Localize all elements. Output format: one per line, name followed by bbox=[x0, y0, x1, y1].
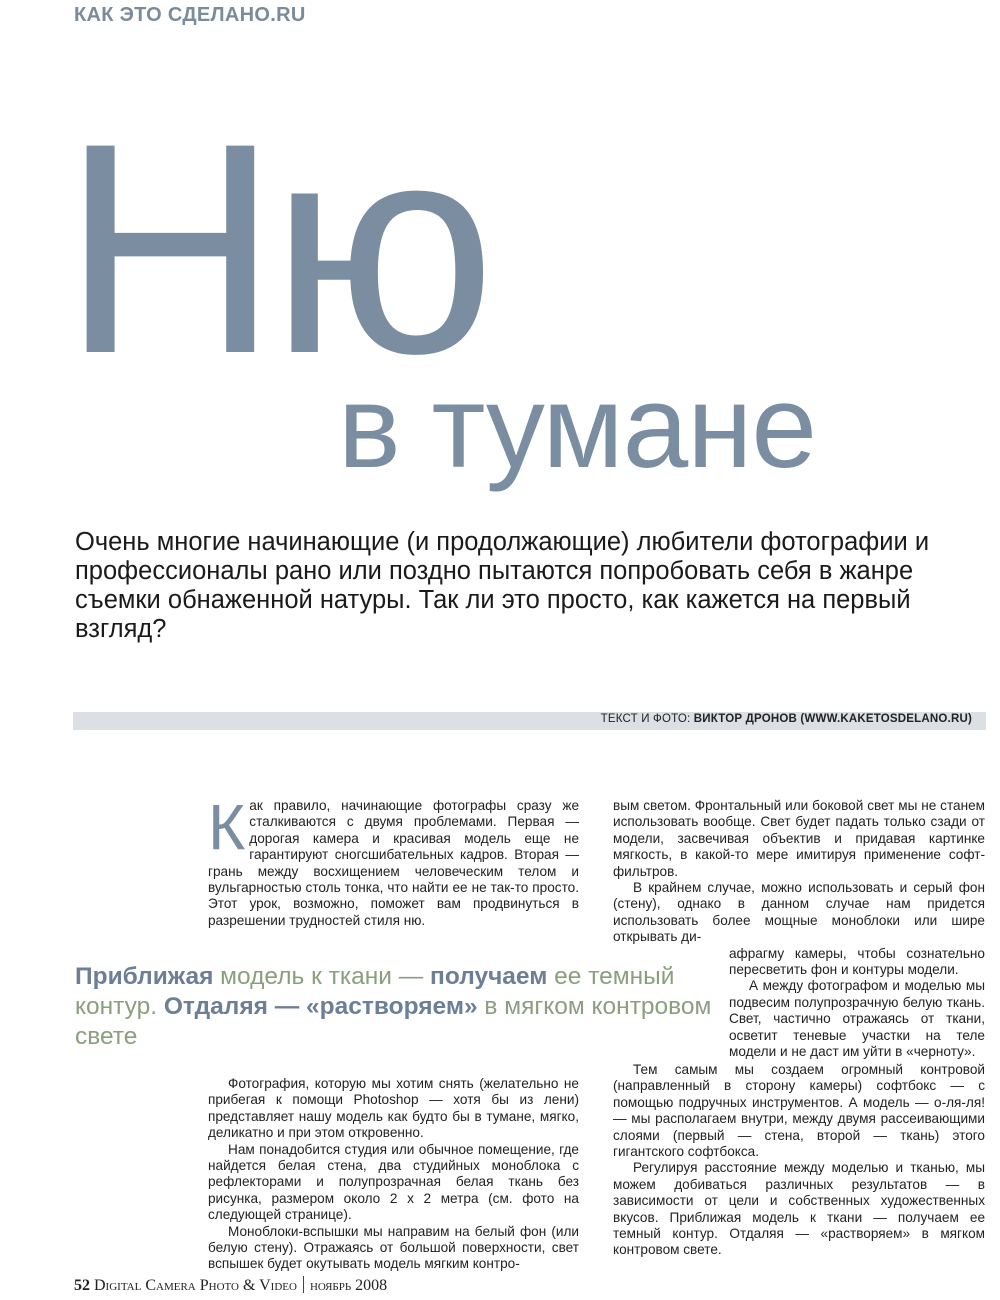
article-title-line2: в тумане bbox=[338, 361, 817, 493]
body-paragraph: афрагму камеры, чтобы сознательно пересветить фон и контуры модели. bbox=[729, 945, 985, 978]
body-column-right-bottom bbox=[613, 1062, 985, 1259]
body-paragraph: Регулируя расстояние между моделью и тканью, мы можем добиваться различных результатов — в зависимости от цели и собственных художественных вкусов. Приближая модель к ткани — получаем ее темный контур. Отдаляя — «растворяем» в мягком контровом свете. bbox=[613, 1160, 985, 1258]
body-paragraph: Нам понадобится студия или обычное помещение, где найдется белая стена, два студийных моноблока с рефлекторами и полупрозрачная белая ткань без рисунка, размером около 2 х 2 метра (см. фото на следующей странице). bbox=[208, 1141, 579, 1223]
page-number: 52 bbox=[74, 1277, 90, 1294]
body-column-right-top bbox=[613, 798, 985, 1061]
body-column-left bbox=[208, 1076, 579, 1273]
pullquote-part-2: модель к ткани — bbox=[213, 963, 431, 990]
indented-text-block bbox=[729, 946, 985, 1061]
credit-author: ВИКТОР ДРОНОВ (WWW.KAKETOSDELANO.RU) bbox=[693, 713, 972, 725]
dropcap: К bbox=[208, 791, 246, 863]
pullquote-part-4: ее темный контур. bbox=[75, 963, 675, 1020]
body-paragraph: вым светом. Фронтальный или боковой свет мы не станем использовать вообще. Свет будет падать только сзади от модели, засвечивая объектив и придавая картинке мягкость, в какой-то мере имитируя применение софт-фильтров. bbox=[613, 798, 985, 879]
pullquote-part-1: Приближая bbox=[75, 963, 214, 990]
body-paragraph: В крайнем случае, можно использовать и серый фон (стену), однако в данном случае нам придется использовать более мощные моноблоки или шире открывать ди- bbox=[613, 880, 985, 945]
section-label: КАК ЭТО СДЕЛАНО.RU bbox=[74, 4, 306, 26]
credit-bar bbox=[73, 712, 986, 730]
intro-text bbox=[208, 791, 579, 929]
lead-paragraph: Очень многие начинающие (и продолжающие) любители фотографии и профессионалы рано или поздно пытаются попробовать себя в жанре съемки обнаженной натуры. Так ли это просто, как кажется на первый взгляд? bbox=[75, 528, 930, 643]
article-title-line1: Ню bbox=[62, 80, 488, 416]
intro-paragraph bbox=[208, 791, 579, 929]
issue-date: ноябрь 2008 bbox=[309, 1277, 388, 1294]
pullquote-part-3: получаем bbox=[430, 963, 548, 990]
body-paragraph: А между фотографом и моделью мы подвесим полупрозрачную белую ткань. Свет, частично отражаясь от ткани, осветит теневые участки на теле модели и не даст им уйти в «черноту». bbox=[729, 978, 985, 1060]
body-paragraph: Тем самым мы создаем огромный контровой (направленный в сторону камеры) софтбокс — с помощью подручных инструментов. А модель — о-ля-ля! — мы располагаем внутри, между двумя рассеивающими слоями (первый — стена, второй — ткань) этого гигантского софтбокса. bbox=[613, 1062, 985, 1160]
intro-body: ак правило, начинающие фотографы сразу же сталкиваются с двумя проблемами. Первая — дорогая камера и красивая модель еще не гарантируют сногсшибательных кадров. Вторая — грань между восхищением человеческим телом и вульгарностью столь тонка, что найти ее не так-то просто. Этот урок, возможно, поможет вам продвинуться в разрешении трудностей стиля ню. bbox=[208, 798, 579, 928]
footer-divider bbox=[303, 1276, 304, 1293]
body-paragraph: Фотография, которую мы хотим снять (желательно не прибегая к помощи Photoshop — хотя бы из лени) представляет нашу модель как будто бы в тумане, мягко, деликатно и при этом откровенно. bbox=[208, 1076, 579, 1141]
pullquote-part-5: Отдаляя — «растворяем» bbox=[163, 993, 478, 1020]
body-paragraph: Моноблоки-вспышки мы направим на белый фон (или белую стену). Отражаясь от большой поверхности, свет вспышек будет окутывать модель мягким контро- bbox=[208, 1223, 579, 1272]
page-footer bbox=[74, 1276, 387, 1295]
credit-line bbox=[601, 713, 972, 725]
credit-label: ТЕКСТ И ФОТО: bbox=[600, 713, 694, 725]
pullquote-part-6: в мягком контровом свете bbox=[75, 993, 712, 1050]
magazine-name: Digital Camera Photo & Video bbox=[94, 1277, 297, 1294]
